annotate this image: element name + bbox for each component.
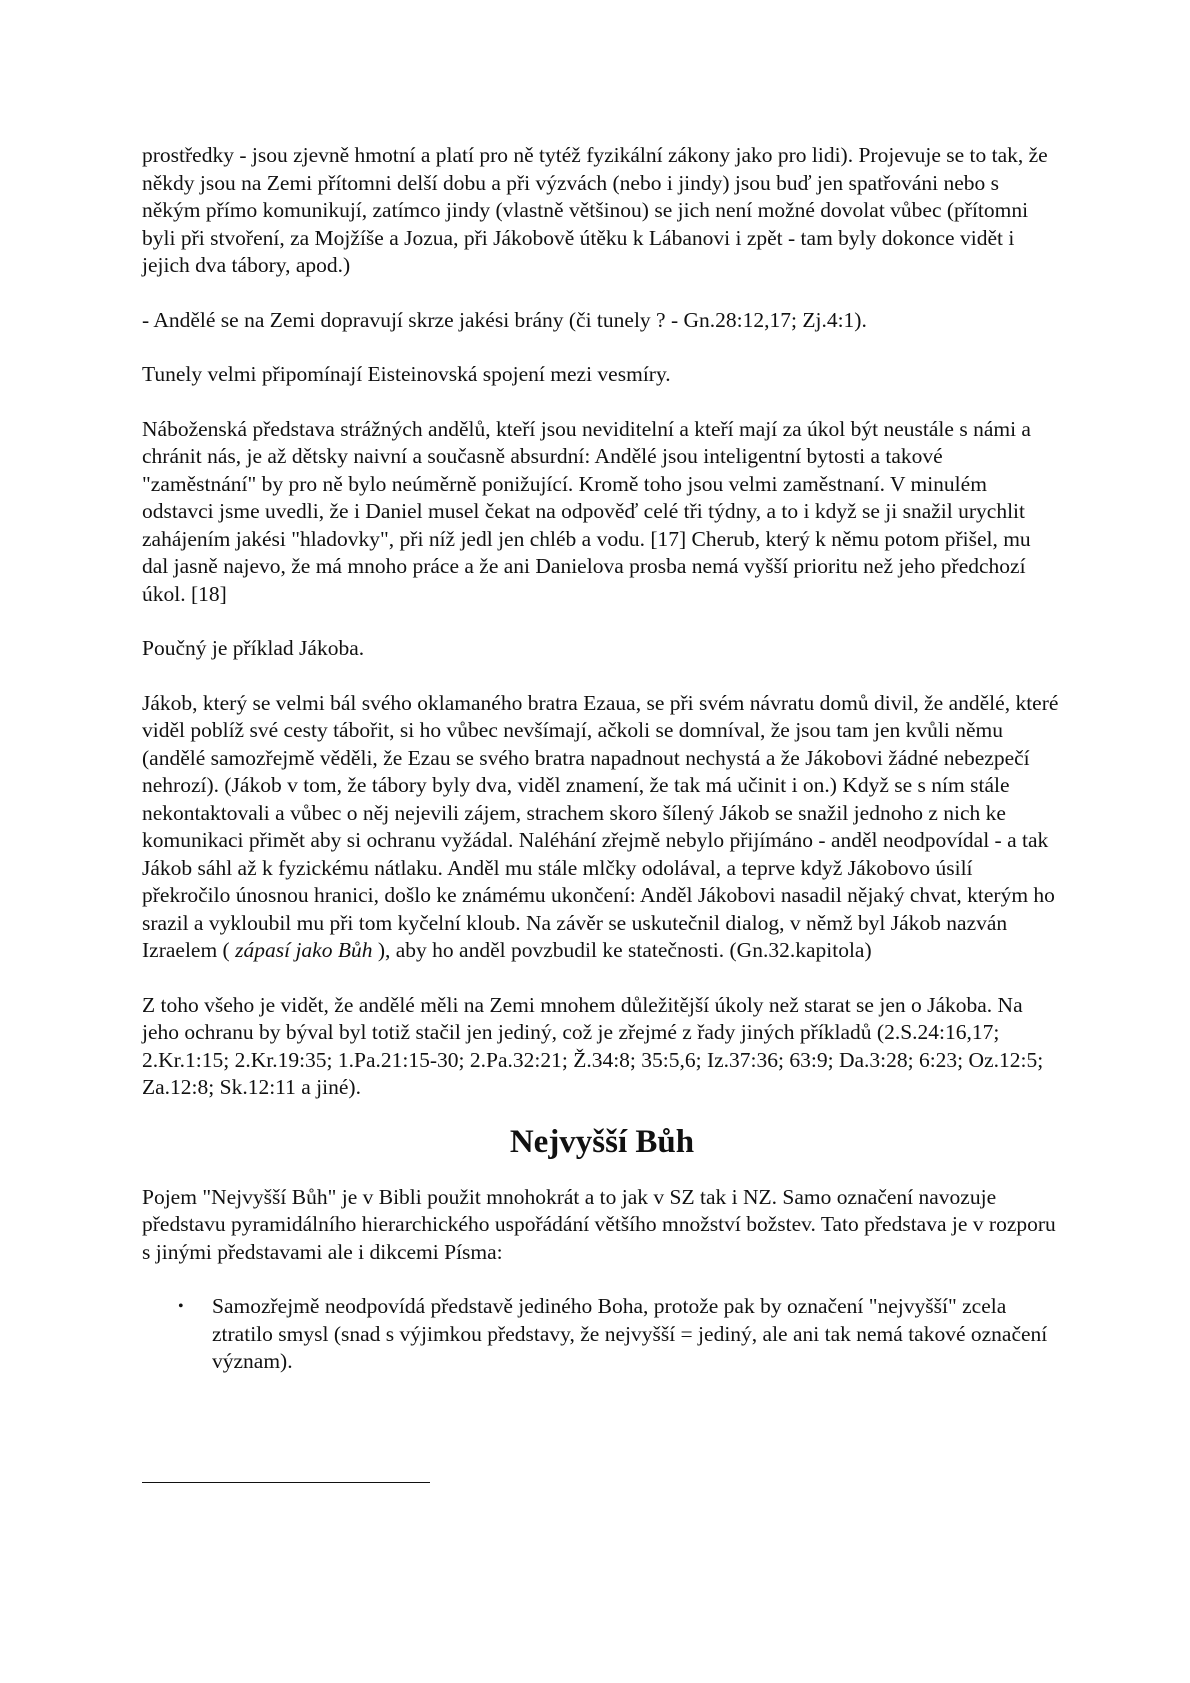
section-intro: Pojem "Nejvyšší Bůh" je v Bibli použit mnohokrát a to jak v SZ tak i NZ. Samo označení navozuje představu pyramidálního hierarchického uspořádání většího množství božstev. Tato představa je v rozporu s jinými představami ale i dikcemi Písma: <box>142 1184 1056 1264</box>
paragraph-angels-tasks: Z toho všeho je vidět, že andělé měli na Zemi mnohem důležitější úkoly než starat se jen o Jákoba. Na jeho ochranu by býval byl totiž stačil jen jediný, což je zřejmé z řady jiných příkladů (2.S.24:16,17; 2.Kr.1:15; 2.Kr.19:35; 1.Pa.21:15-30; 2.Pa.32:21; Ž.34:8; 35:5,6; Iz.37:36; 63:9; Da.3:28; 6:23; Oz.12:5; Za.12:8; Sk.12:11 a jiné). <box>142 992 1044 1099</box>
list-item-text: Samozřejmě neodpovídá představě jediného Boha, protože pak by označení "nejvyšší" zcela ztratilo smysl (snad s výjimkou představy, že nejvyšší = jediný, ale ani tak nemá takové označení význam). <box>212 1294 1048 1373</box>
paragraph-jacob-example: Poučný je příklad Jákoba. <box>142 636 365 660</box>
bullet-icon: • <box>178 1298 184 1315</box>
section-heading: Nejvyšší Bůh <box>509 1123 695 1160</box>
jacob-name-meaning: zápasí jako Bůh <box>235 938 373 962</box>
paragraph-angels-material: prostředky - jsou zjevně hmotní a platí pro ně tytéž fyzikální zákony jako pro lidi). Projevuje se to tak, že někdy jsou na Zemi přítomni delší dobu a při výzvách (nebo i jindy) jsou buď jen spatřováni nebo s někým přímo komunikují, zatímco jindy (vlastně většinou) se jich není možné dovolat vůbec (přítomni byli při stvoření, za Mojžíše a Jozua, při Jákobově útěku k Lábanovi i zpět - tam byly dokonce vidět i jejich dva tábory, apod.) <box>142 143 1048 277</box>
footnote-separator <box>142 1482 430 1483</box>
paragraph-jacob-story <box>142 690 1062 965</box>
paragraph-angels-gates: - Andělé se na Zemi dopravují skrze jakési brány (či tunely ? - Gn.28:12,17; Zj.4:1). <box>142 307 867 332</box>
jacob-story-end: ), aby ho anděl povzbudil ke statečnosti. (Gn.32.kapitola) <box>372 938 872 962</box>
bullet-list <box>142 1293 1062 1376</box>
page-content <box>142 142 1062 1376</box>
paragraph-guardian-angels: Náboženská představa strážných andělů, kteří jsou neviditelní a kteří mají za úkol být neustále s námi a chránit nás, je až dětsky naivní a současně absurdní: Andělé jsou inteligentní bytosti a takové "zaměstnání" by pro ně bylo neúměrně ponižující. Kromě toho jsou velmi zaměstnaní. V minulém odstavci jsme uvedli, že i Daniel musel čekat na odpověď celé tři týdny, a to i když se ji snažil urychlit zahájením jakési "hladovky", při níž jedl jen chléb a vodu. [17] Cherub, který k němu potom přišel, mu dal jasně najevo, že má mnoho práce a že ani Danielova prosba nemá vyšší prioritu než jeho předchozí úkol. [18] <box>142 416 1031 606</box>
jacob-story-text: Jákob, který se velmi bál svého oklamaného bratra Ezaua, se při svém návratu domů divil, že andělé, které viděl poblíž své cesty tábořit, si ho vůbec nevšímají, ačkoli se domníval, že jsou tam jen kvůli němu (andělé samozřejmě věděli, že Ezau se svého bratra napadnout nechystá a že Jákobovi žádné nebezpečí nehrozí). (Jákob v tom, že tábory byly dva, viděl znamení, že tak má učinit i on.) Když se s ním stále nekontaktovali a vůbec o něj nejevili zájem, strachem skoro šílený Jákob se snažil jednoho z nich ke komunikaci přimět aby si ochranu vyžádal. Naléhání zřejmě nebylo přijímáno - anděl neodpovídal - a tak Jákob sáhl až k fyzickému nátlaku. Anděl mu stále mlčky odolával, a teprve když Jákobovo úsilí překročilo únosnou hranici, došlo ke známému ukončení: Anděl Jákobovi nasadil nějaký chvat, kterým ho srazil a vykloubil mu při tom kyčelní kloub. Na závěr se uskutečnil dialog, v němž byl Jákob nazván Izraelem ( <box>142 690 1059 962</box>
list-item <box>178 1293 1062 1376</box>
paragraph-tunnels: Tunely velmi připomínají Eisteinovská spojení mezi vesmíry. <box>142 362 671 386</box>
